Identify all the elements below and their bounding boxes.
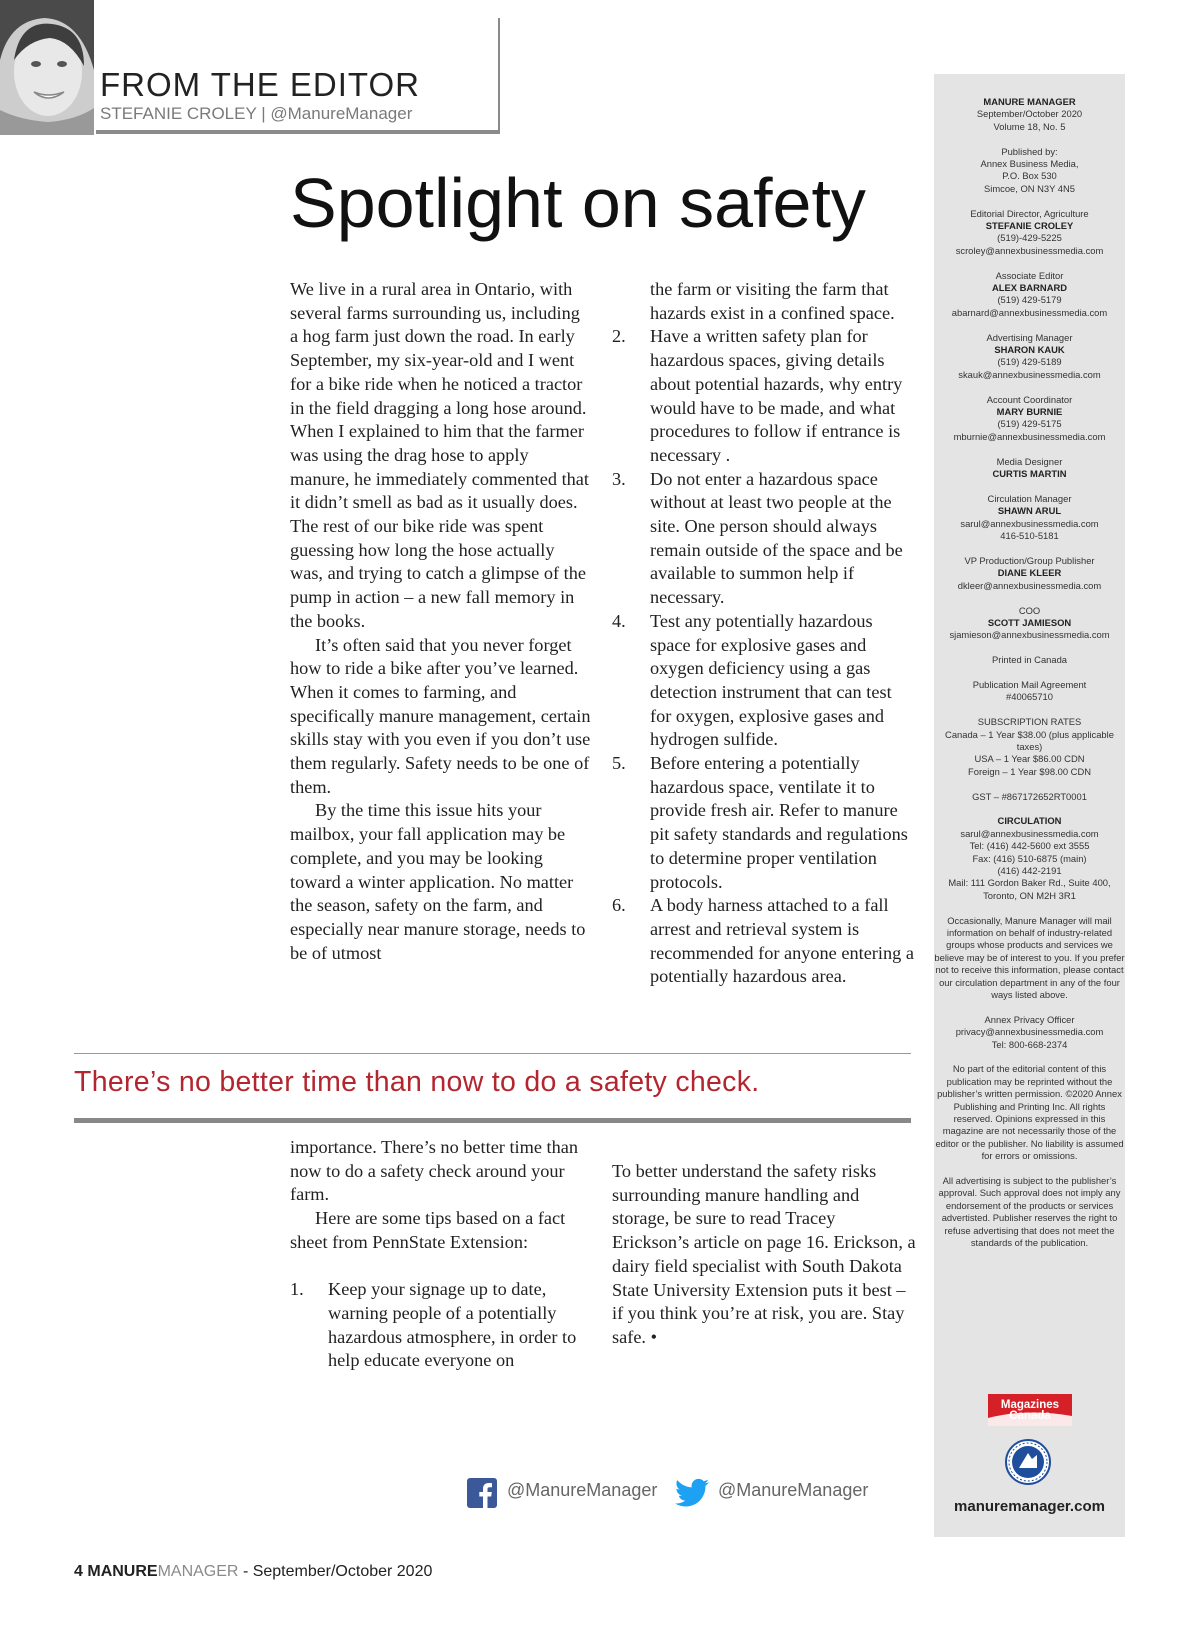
list-item bbox=[290, 1278, 592, 1373]
twitter-handle[interactable]: @ManureManager bbox=[718, 1480, 869, 1500]
subscription-title: SUBSCRIPTION RATES bbox=[977, 716, 1082, 728]
text: Published by: bbox=[1001, 145, 1058, 157]
fax: Fax: (416) 510-6875 (main) bbox=[972, 852, 1087, 864]
byline: STEFANIE CROLEY | @ManureManager bbox=[100, 104, 413, 123]
footer-issue: - September/October 2020 bbox=[242, 1563, 433, 1580]
list-text: the farm or visiting the farm that hazards exist in a confined space. bbox=[650, 279, 895, 323]
masthead-vp bbox=[934, 555, 1125, 592]
header-divider-vertical bbox=[498, 18, 500, 132]
name: STEFANIE CROLEY bbox=[985, 220, 1074, 232]
text: #40065710 bbox=[1006, 691, 1053, 703]
website-url[interactable]: manuremanager.com bbox=[954, 1498, 1105, 1515]
email: mburnie@annexbusinessmedia.com bbox=[953, 430, 1106, 442]
masthead-copyright: No part of the editorial content of this publication may be reprinted without the publisher’s written permission. ©2020 Annex Publishing and Printing Inc. All rights reserved. Opinions expressed in this magazine are not necessarily those of the editor or the publisher. No liability is assumed for errors or omissions. bbox=[935, 1063, 1124, 1162]
header-divider-horizontal bbox=[96, 130, 500, 134]
masthead-mail-agreement bbox=[934, 679, 1125, 704]
name: SCOTT JAMIESON bbox=[987, 616, 1072, 628]
list-item bbox=[612, 610, 916, 752]
facebook-icon[interactable] bbox=[467, 1478, 497, 1508]
masthead-circulation-manager bbox=[934, 493, 1125, 543]
masthead-privacy bbox=[934, 1014, 1125, 1051]
pull-quote-rule-top bbox=[74, 1053, 911, 1054]
paragraph: We live in a rural area in Ontario, with several farms surrounding us, including a hog farm just down the road. In early September, my six-year-old and I went for a bike ride when he noticed a tractor in the field dragging a long hose around. When I explained to him that the farmer was using the drag hose to apply manure, he immediately commented that it didn’t smell as bad as it usually does. The rest of our bike ride was spent guessing how long the hose actually was, and trying to catch a glimpse of the pump in action – a new fall memory in the books. bbox=[290, 279, 589, 631]
association-seal-logo bbox=[1005, 1439, 1051, 1485]
masthead-editorial bbox=[934, 208, 1125, 258]
name: MARY BURNIE bbox=[996, 406, 1063, 418]
role: Annex Privacy Officer bbox=[984, 1013, 1075, 1025]
page-footer bbox=[74, 1563, 432, 1581]
email: sarul@annexbusinessmedia.com bbox=[960, 517, 1099, 529]
list-number: 1. bbox=[290, 1279, 304, 1300]
text: Annex Business Media, bbox=[980, 158, 1079, 170]
rate: Foreign – 1 Year $98.00 CDN bbox=[968, 765, 1091, 777]
masthead-account bbox=[934, 394, 1125, 444]
paragraph: importance. There’s no better time than now to do a safety check around your farm. bbox=[290, 1137, 579, 1205]
role: Editorial Director, Agriculture bbox=[970, 207, 1089, 219]
masthead-advertising-note: All advertising is subject to the publisher’s approval. Such approval does not imply any endorsement of the products or services advertisted. Publisher reserves the right to refuse advertising that does not meet the standards of the publication. bbox=[938, 1175, 1121, 1249]
list-item bbox=[612, 752, 916, 894]
masthead-sidebar bbox=[934, 74, 1125, 1537]
rate: USA – 1 Year $86.00 CDN bbox=[974, 753, 1085, 765]
list-text: Have a written safety plan for hazardous spaces, giving details about potential hazards, why entry would have to be made, and what procedures to follow if entrance is necessary . bbox=[650, 326, 903, 465]
list-item bbox=[612, 468, 916, 610]
masthead-printed: Printed in Canada bbox=[991, 654, 1068, 666]
masthead-advertising bbox=[934, 332, 1125, 382]
email: sjamieson@annexbusinessmedia.com bbox=[949, 629, 1110, 641]
masthead-title: MANURE MANAGER bbox=[983, 96, 1076, 107]
article-column-2 bbox=[612, 278, 916, 989]
role: VP Production/Group Publisher bbox=[964, 554, 1095, 566]
twitter-icon[interactable] bbox=[675, 1478, 709, 1508]
article-column-4 bbox=[612, 1160, 916, 1350]
masthead-designer bbox=[934, 456, 1125, 481]
page-title: Spotlight on safety bbox=[290, 164, 866, 242]
article-column-3 bbox=[290, 1136, 592, 1373]
article-column-1 bbox=[290, 278, 592, 965]
phone: (519) 429-5179 bbox=[997, 294, 1062, 306]
name: SHARON KAUK bbox=[994, 344, 1065, 356]
masthead-coo bbox=[934, 605, 1125, 642]
masthead-circulation bbox=[934, 815, 1125, 902]
phone: Tel: 800-668-2374 bbox=[991, 1038, 1068, 1050]
spacer bbox=[290, 1255, 592, 1279]
closing-paragraph: To better understand the safety risks surrounding manure handling and storage, be sure to read Tracey Erickson’s article on page 16. Erickson, a dairy field specialist with South Dakota State University Extension puts it best – if you think you’re at risk, you are. Stay safe. • bbox=[612, 1161, 916, 1347]
phone: (519) 429-5175 bbox=[997, 418, 1062, 430]
masthead-text bbox=[934, 96, 1125, 1262]
masthead-mailing-note: Occasionally, Manure Manager will mail information on behalf of industry-related groups whose products and services we believe may be of interest to you. If you prefer not to receive this information, please contact our circulation department in any of the four ways listed above. bbox=[934, 914, 1125, 1001]
text: Simcoe, ON N3Y 4N5 bbox=[983, 182, 1075, 194]
list-number: 4. bbox=[612, 610, 626, 631]
text: P.O. Box 530 bbox=[1002, 170, 1057, 182]
paragraph: Here are some tips based on a fact sheet from PennState Extension: bbox=[290, 1208, 566, 1252]
list-number: 3. bbox=[612, 468, 626, 489]
phone: 416-510-5181 bbox=[1000, 530, 1059, 542]
section-label: FROM THE EDITOR bbox=[100, 66, 420, 103]
address: Mail: 111 Gordon Baker Rd., Suite 400, Toronto, ON M2H 3R1 bbox=[948, 877, 1111, 901]
name: CURTIS MARTIN bbox=[992, 468, 1067, 480]
pull-quote-rule-bottom bbox=[74, 1118, 911, 1123]
phone: (519) 429-5189 bbox=[997, 356, 1062, 368]
logo-text: Canada bbox=[1009, 1410, 1051, 1422]
fax: (416) 442-2191 bbox=[997, 864, 1062, 876]
facebook-handle[interactable]: @ManureManager bbox=[507, 1480, 658, 1500]
magazines-canada-logo bbox=[988, 1394, 1072, 1426]
role: Circulation Manager bbox=[987, 492, 1072, 504]
list-item bbox=[612, 894, 916, 989]
list-number: 6. bbox=[612, 895, 626, 916]
editor-portrait bbox=[0, 0, 94, 135]
email: skauk@annexbusinessmedia.com bbox=[958, 368, 1101, 380]
magazines-canada-logo-icon bbox=[988, 1394, 1072, 1426]
masthead-gst: GST – #867172652RT0001 bbox=[972, 790, 1087, 802]
phone: (519)-429-5225 bbox=[997, 232, 1062, 244]
paragraph: It’s often said that you never forget how to ride a bike after you’ve learned. When it comes to farming, and specifically manure management, certain skills stay with you even if you don’t use them regularly. Safety needs to be one of them. bbox=[290, 634, 591, 797]
page-number: 4 bbox=[74, 1563, 83, 1580]
role: Media Designer bbox=[996, 455, 1063, 467]
masthead-volume: Volume 18, No. 5 bbox=[993, 120, 1066, 132]
masthead-publisher bbox=[934, 146, 1125, 196]
seal-icon bbox=[1005, 1439, 1051, 1485]
name: ALEX BARNARD bbox=[992, 282, 1067, 294]
role: Account Coordinator bbox=[986, 393, 1073, 405]
list-text: Test any potentially hazardous space for explosive gases and oxygen deficiency using a gas detection instrument that can test for oxygen, explosive gases and hydrogen sulfide. bbox=[650, 610, 892, 750]
circulation-title: CIRCULATION bbox=[997, 815, 1062, 827]
phone: Tel: (416) 442-5600 ext 3555 bbox=[969, 840, 1090, 852]
name: SHAWN ARUL bbox=[997, 505, 1062, 517]
list-text: Do not enter a hazardous space without at least two people at the site. One person should always remain outside of the space and be available to summon help if necessary. bbox=[650, 468, 903, 608]
footer-brand-bold: MANURE bbox=[87, 1563, 158, 1580]
list-text: A body harness attached to a fall arrest and retrieval system is recommended for anyone entering a potentially hazardous area. bbox=[650, 895, 914, 987]
masthead-issue: September/October 2020 bbox=[976, 108, 1083, 120]
footer-brand-light: MANAGER bbox=[157, 1563, 239, 1580]
logo-text: Magazines bbox=[1000, 1399, 1060, 1411]
masthead-associate bbox=[934, 270, 1125, 320]
pull-quote: There’s no better time than now to do a safety check. bbox=[74, 1066, 760, 1098]
list-text: Before entering a potentially hazardous space, ventilate it to provide fresh air. Refer to manure pit safety standards and regulations to determine proper ventilation protocols. bbox=[650, 753, 908, 892]
role: Advertising Manager bbox=[986, 331, 1073, 343]
email: abarnard@annexbusinessmedia.com bbox=[951, 306, 1108, 318]
email: scroley@annexbusinessmedia.com bbox=[955, 244, 1104, 256]
list-number: 5. bbox=[612, 753, 626, 774]
masthead-subscription bbox=[934, 716, 1125, 778]
email: dkleer@annexbusinessmedia.com bbox=[957, 579, 1102, 591]
masthead-publication bbox=[934, 96, 1125, 133]
text: Publication Mail Agreement bbox=[972, 678, 1087, 690]
role: COO bbox=[1018, 604, 1041, 616]
list-item bbox=[612, 278, 916, 325]
role: Associate Editor bbox=[995, 269, 1064, 281]
email: privacy@annexbusinessmedia.com bbox=[955, 1026, 1104, 1038]
rate: Canada – 1 Year $38.00 (plus applicable taxes) bbox=[945, 728, 1114, 752]
name: DIANE KLEER bbox=[997, 567, 1062, 579]
paragraph: By the time this issue hits your mailbox, your fall application may be complete, and you may be looking toward a winter application. No matter the season, safety on the farm, and especially near manure storage, needs to be of utmost bbox=[290, 800, 586, 963]
editor-photo bbox=[0, 0, 94, 135]
list-text: Keep your signage up to date, warning people of a potentially hazardous atmosphere, in order to help educate everyone on bbox=[328, 1279, 577, 1371]
list-item bbox=[612, 325, 916, 467]
list-number: 2. bbox=[612, 326, 626, 347]
email: sarul@annexbusinessmedia.com bbox=[960, 827, 1099, 839]
